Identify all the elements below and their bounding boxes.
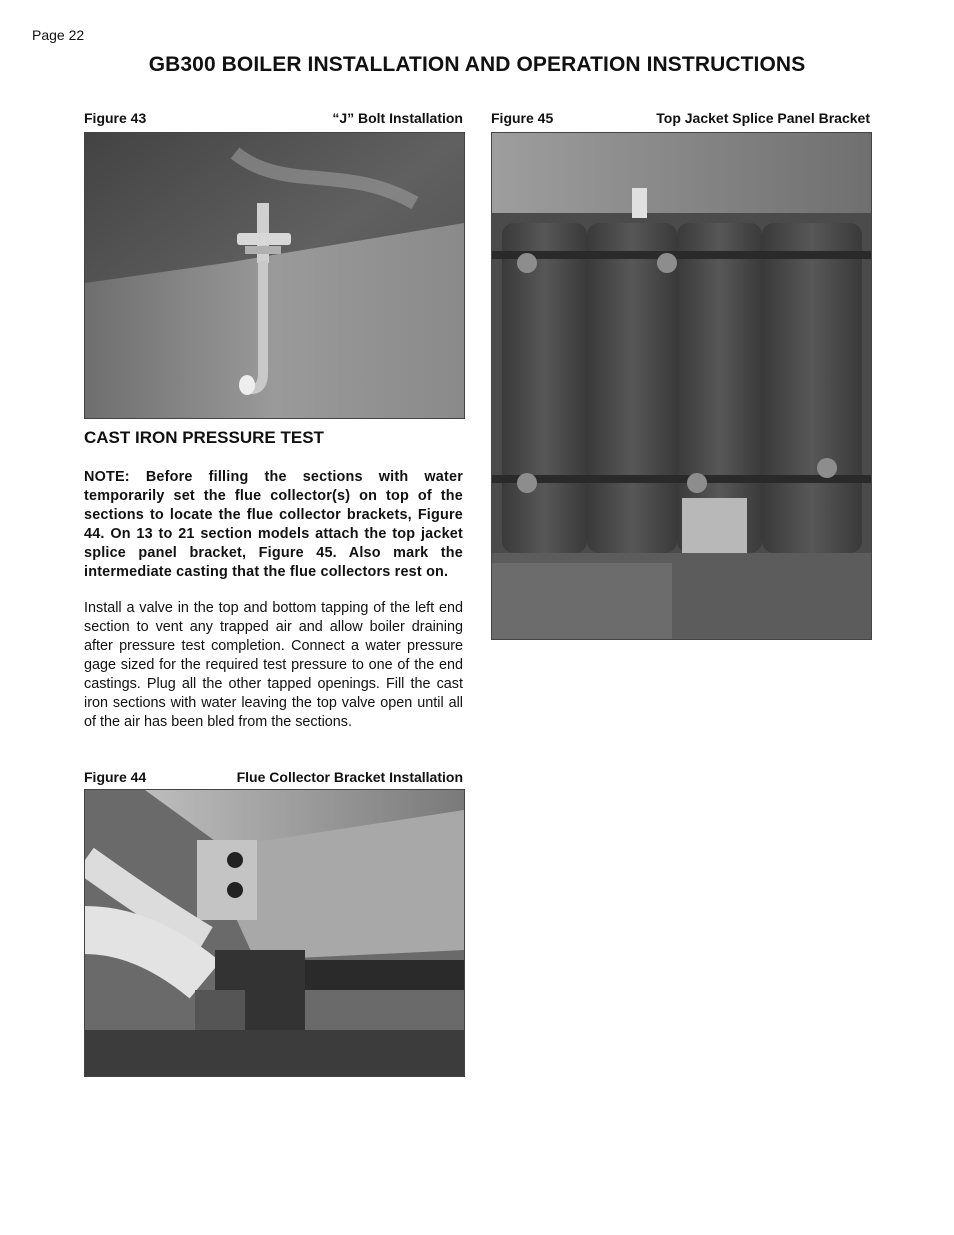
note-paragraph: NOTE: Before filling the sections with water temporarily set the flue collector(s) on top of the sections to locate the flue collector brackets, Figure 44. On 13 to 21 section models attach the top jacket splice panel bracket, Figure 45. Also mark the intermediate casting that the flue collectors rest on. xyxy=(84,469,463,580)
figure-43-caption xyxy=(84,110,463,126)
page-title: GB300 BOILER INSTALLATION AND OPERATION INSTRUCTIONS xyxy=(148,53,806,76)
figure-44-label: Figure 44 xyxy=(84,769,147,785)
figure-44-photo xyxy=(84,789,465,1077)
figure-43-photo xyxy=(84,132,465,419)
figure-44-caption xyxy=(84,769,463,785)
section-heading: CAST IRON PRESSURE TEST xyxy=(84,428,324,447)
figure-45-caption xyxy=(491,110,870,126)
figure-45-photo xyxy=(491,132,872,640)
body-paragraph: Install a valve in the top and bottom tapping of the left end section to vent any trapped air and allow boiler draining after pressure test completion. Connect a water pressure gage sized for the required test pressure to one of the end castings. Plug all the other tapped openings. Fill the cast iron sections with water leaving the top valve open until all of the air has been bled from the sections. xyxy=(84,600,463,730)
figure-43-label: Figure 43 xyxy=(84,110,147,126)
figure-44-title: Flue Collector Bracket Installation xyxy=(236,769,463,785)
figure-45-title: Top Jacket Splice Panel Bracket xyxy=(656,110,870,126)
page-number: Page 22 xyxy=(32,27,85,43)
figure-43-title: “J” Bolt Installation xyxy=(332,110,463,126)
figure-45-label: Figure 45 xyxy=(491,110,554,126)
